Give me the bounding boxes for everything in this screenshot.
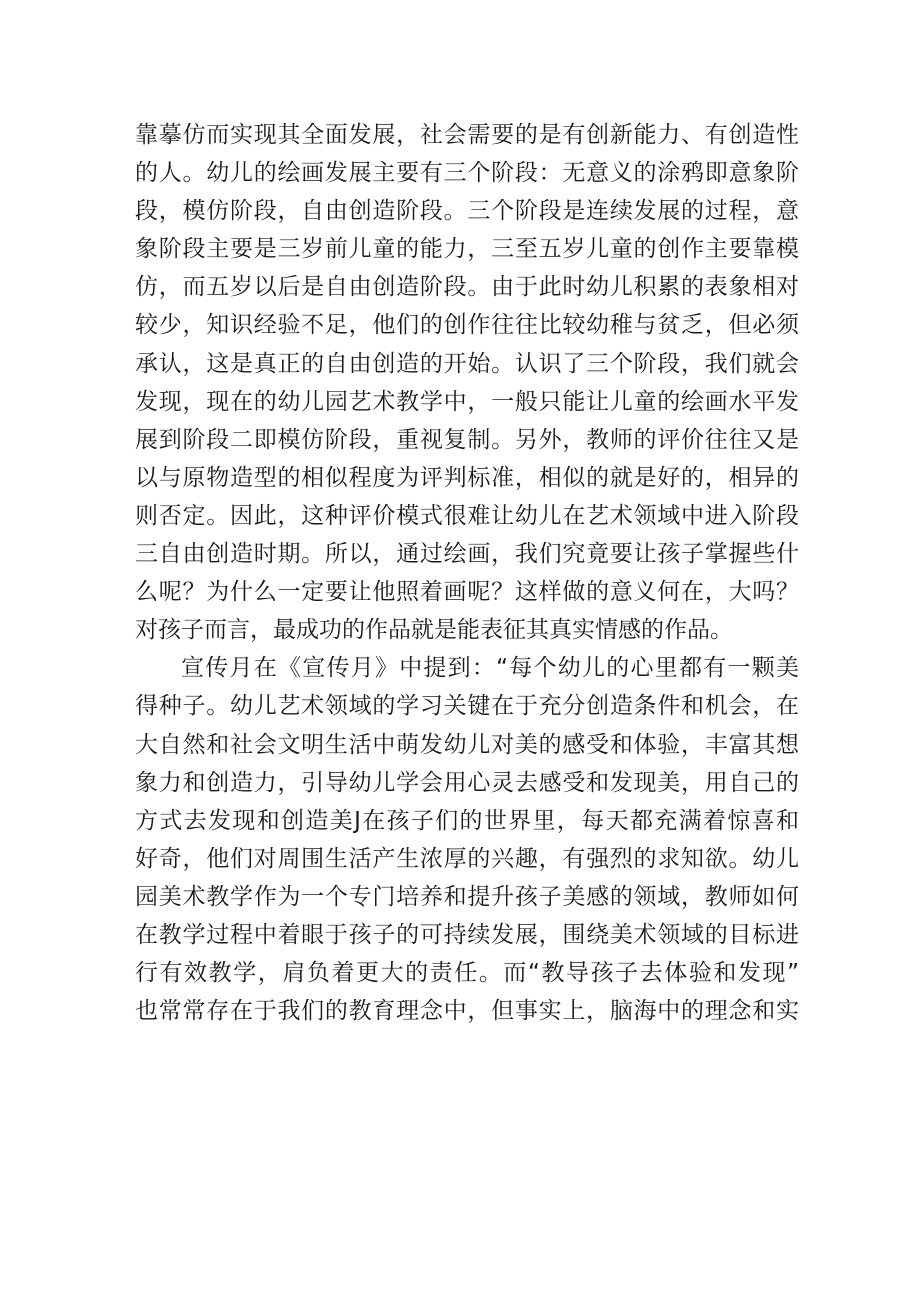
text-line: 方式去发现和创造美J在孩子们的世界里，每天都充满着惊喜和 bbox=[135, 807, 799, 834]
body-text bbox=[135, 116, 799, 1030]
text-line: 的人。幼儿的绘画发展主要有三个阶段：无意义的涂鸦即意象阶 bbox=[135, 160, 799, 187]
text-line: 承认，这是真正的自由创造的开始。认识了三个阶段，我们就会 bbox=[135, 350, 799, 377]
text-line: 么呢？为什么一定要让他照着画呢？这样做的意义何在，大吗？ bbox=[135, 579, 799, 606]
text-line: 以与原物造型的相似程度为评判标准，相似的就是好的，相异的 bbox=[135, 464, 799, 491]
paragraph-2 bbox=[135, 649, 799, 1030]
text-line: 行有效教学，肩负着更大的责任。而“教导孩子去体验和发现” bbox=[135, 960, 799, 987]
text-line: 象力和创造力，引导幼儿学会用心灵去感受和发现美，用自己的 bbox=[135, 769, 799, 796]
paragraph-1 bbox=[135, 116, 799, 649]
text-line: 展到阶段二即模仿阶段，重视复制。另外，教师的评价往往又是 bbox=[135, 426, 799, 453]
text-line: 仿，而五岁以后是自由创造阶段。由于此时幼儿积累的表象相对 bbox=[135, 274, 799, 301]
text-line: 好奇，他们对周围生活产生浓厚的兴趣，有强烈的求知欲。幼儿 bbox=[135, 845, 799, 872]
text-line: 也常常存在于我们的教育理念中，但事实上，脑海中的理念和实 bbox=[135, 998, 799, 1025]
text-line: 对孩子而言，最成功的作品就是能表征其真实情感的作品。 bbox=[135, 617, 733, 644]
text-line: 象阶段主要是三岁前儿童的能力，三至五岁儿童的创作主要靠模 bbox=[135, 236, 799, 263]
text-line: 园美术教学作为一个专门培养和提升孩子美感的领域，教师如何 bbox=[135, 883, 799, 910]
text-line: 大自然和社会文明生活中萌发幼儿对美的感受和体验，丰富其想 bbox=[135, 731, 799, 758]
text-line: 三自由创造时期。所以，通过绘画，我们究竟要让孩子掌握些什 bbox=[135, 541, 799, 568]
text-line: 发现，现在的幼儿园艺术教学中，一般只能让儿童的绘画水平发 bbox=[135, 388, 799, 415]
text-line: 在教学过程中着眼于孩子的可持续发展，围绕美术领域的目标进 bbox=[135, 921, 799, 948]
text-line: 较少，知识经验不足，他们的创作往往比较幼稚与贫乏，但必须 bbox=[135, 312, 799, 339]
text-line: 则否定。因此，这种评价模式很难让幼儿在艺术领域中进入阶段 bbox=[135, 502, 799, 529]
text-line: 宣传月在《宣传月》中提到：“每个幼儿的心里都有一颗美 bbox=[181, 655, 799, 682]
text-line: 得种子。幼儿艺术领域的学习关键在于充分创造条件和机会，在 bbox=[135, 693, 799, 720]
text-line: 靠摹仿而实现其全面发展，社会需要的是有创新能力、有创造性 bbox=[135, 122, 799, 148]
text-line: 段，模仿阶段，自由创造阶段。三个阶段是连续发展的过程，意 bbox=[135, 198, 799, 225]
